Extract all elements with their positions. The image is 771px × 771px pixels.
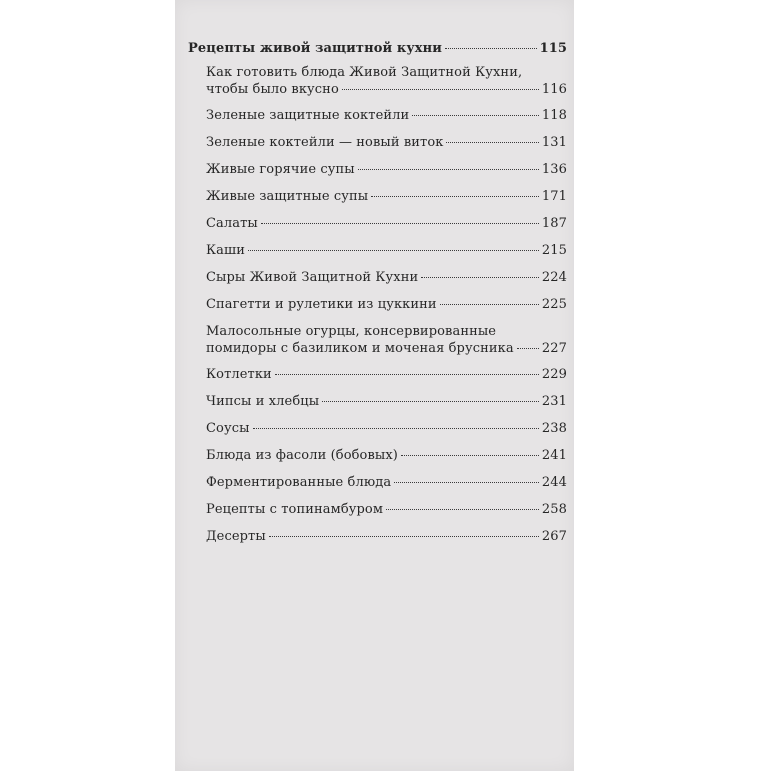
toc-entry-title: Каши bbox=[206, 243, 245, 258]
toc-entry bbox=[188, 134, 567, 151]
page-number: 187 bbox=[541, 216, 567, 231]
dot-leader bbox=[261, 223, 539, 224]
toc-entry bbox=[188, 64, 567, 98]
table-of-contents bbox=[188, 40, 567, 555]
page-number: 118 bbox=[541, 108, 567, 123]
toc-entry bbox=[188, 474, 567, 491]
page-number: 231 bbox=[541, 394, 567, 409]
dot-leader bbox=[421, 277, 539, 278]
dot-leader bbox=[394, 482, 539, 483]
toc-heading-title: Рецепты живой защитной кухни bbox=[188, 41, 442, 56]
page-number: 227 bbox=[541, 341, 567, 356]
page-number: 238 bbox=[541, 421, 567, 436]
toc-entry-title: Живые горячие супы bbox=[206, 162, 355, 177]
toc-entry bbox=[188, 296, 567, 313]
dot-leader bbox=[322, 401, 539, 402]
toc-entry bbox=[188, 215, 567, 232]
page-number: 224 bbox=[541, 270, 567, 285]
toc-entry bbox=[188, 528, 567, 545]
toc-entry-title-line1: Как готовить блюда Живой Защитной Кухни, bbox=[206, 65, 523, 80]
toc-entry bbox=[188, 188, 567, 205]
toc-entry-title: Соусы bbox=[206, 421, 250, 436]
toc-entry-title: Салаты bbox=[206, 216, 258, 231]
toc-entry-title: Живые защитные супы bbox=[206, 189, 369, 204]
toc-entry-title: Сыры Живой Защитной Кухни bbox=[206, 270, 419, 285]
page-number: 115 bbox=[539, 41, 567, 56]
toc-entry-title-line2: чтобы было вкусно bbox=[206, 82, 339, 97]
dot-leader bbox=[253, 428, 539, 429]
page-number: 116 bbox=[541, 82, 567, 97]
toc-entry bbox=[188, 447, 567, 464]
page-number: 258 bbox=[541, 502, 567, 517]
dot-leader bbox=[517, 348, 539, 349]
toc-entry bbox=[188, 269, 567, 286]
page-number: 215 bbox=[541, 243, 567, 258]
page-number: 244 bbox=[541, 475, 567, 490]
toc-entry bbox=[188, 107, 567, 124]
book-page bbox=[175, 0, 574, 771]
dot-leader bbox=[386, 509, 539, 510]
page-number: 171 bbox=[541, 189, 567, 204]
toc-entry-title: Чипсы и хлебцы bbox=[206, 394, 320, 409]
page-number: 225 bbox=[541, 297, 567, 312]
dot-leader bbox=[401, 455, 539, 456]
page-number: 267 bbox=[541, 529, 567, 544]
dot-leader bbox=[446, 142, 538, 143]
toc-heading-entry bbox=[188, 40, 567, 58]
toc-entry-title: Спагетти и рулетики из цуккини bbox=[206, 297, 437, 312]
page-number: 229 bbox=[541, 367, 567, 382]
dot-leader bbox=[342, 89, 539, 90]
toc-entry-title-line1: Малосольные огурцы, консервированные bbox=[206, 324, 497, 339]
page-number: 241 bbox=[541, 448, 567, 463]
toc-entry-title: Блюда из фасоли (бобовых) bbox=[206, 448, 398, 463]
toc-entry bbox=[188, 420, 567, 437]
dot-leader bbox=[269, 536, 539, 537]
toc-entry-title: Десерты bbox=[206, 529, 266, 544]
toc-entry bbox=[188, 366, 567, 383]
toc-entry-title: Ферментированные блюда bbox=[206, 475, 392, 490]
page-number: 131 bbox=[541, 135, 567, 150]
toc-entry-title: Зеленые коктейли — новый виток bbox=[206, 135, 444, 150]
toc-entry bbox=[188, 393, 567, 410]
toc-entry bbox=[188, 242, 567, 259]
dot-leader bbox=[371, 196, 539, 197]
dot-leader bbox=[440, 304, 539, 305]
toc-entry-title: Котлетки bbox=[206, 367, 272, 382]
dot-leader bbox=[445, 48, 537, 49]
toc-entry bbox=[188, 501, 567, 518]
toc-entry-title: Зеленые защитные коктейли bbox=[206, 108, 410, 123]
dot-leader bbox=[358, 169, 539, 170]
toc-entry-title-line2: помидоры с базиликом и моченая брусника bbox=[206, 341, 514, 356]
toc-entry bbox=[188, 161, 567, 178]
toc-entry-title: Рецепты с топинамбуром bbox=[206, 502, 384, 517]
dot-leader bbox=[248, 250, 539, 251]
page-number: 136 bbox=[541, 162, 567, 177]
dot-leader bbox=[412, 115, 539, 116]
dot-leader bbox=[275, 374, 539, 375]
toc-entry bbox=[188, 323, 567, 357]
